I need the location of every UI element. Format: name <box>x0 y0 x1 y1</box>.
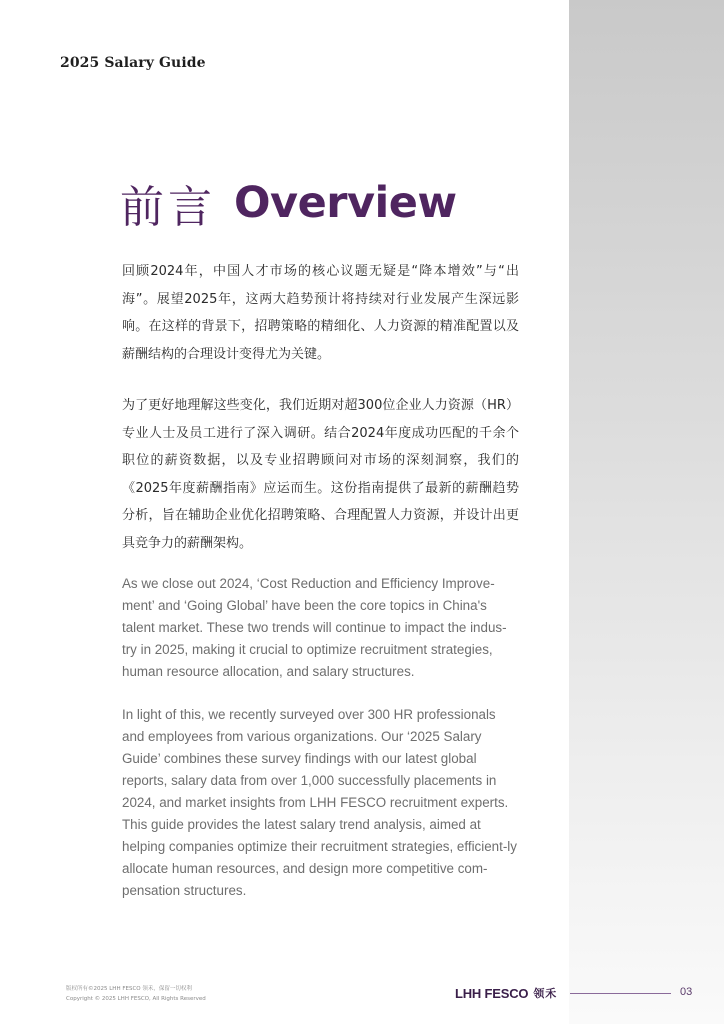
title-english: Overview <box>234 178 457 228</box>
footer-divider <box>570 993 671 994</box>
side-gradient-panel <box>569 0 724 1024</box>
title-chinese: 前言 <box>120 182 216 233</box>
paragraph-cn-2: 为了更好地理解这些变化，我们近期对超300位企业人力资源（HR）专业人士及员工进行了深入调研。结合2024年度成功匹配的千余个职位的薪资数据，以及专业招聘顾问对市场的深刻洞察，我们的《2025年度薪酬指南》应运而生。这份指南提供了最新的薪酬趋势分析，旨在辅助企业优化招聘策略、合理配置人力资源，并设计出更具竞争力的薪酬架构。 <box>122 398 519 551</box>
copyright-notice <box>66 984 266 1004</box>
brand-name-en: LHH FESCO <box>455 985 529 1001</box>
page-title <box>120 168 457 238</box>
brand-name-cn: 领禾 <box>533 987 558 1000</box>
brand-logo <box>455 985 557 1001</box>
paragraph-cn-1: 回顾2024年，中国人才市场的核心议题无疑是“降本增效”与“出海”。展望2025年，这两大趋势预计将持续对行业发展产生深远影响。在这样的背景下，招聘策略的精细化、人力资源的精准配置以及薪酬结构的合理设计变得尤为关键。 <box>122 264 519 362</box>
copyright-en: Copyright © 2025 LHH FESCO, All Rights Reserved <box>66 996 206 1002</box>
paragraph-en-2: In light of this, we recently surveyed over 300 HR professionals and employees from various organizations. Our ‘2025 Salary Guide’ combines these survey findings with our latest global reports, salary data from over 1,000 successfully placements in 2024, and market insights from LHH FESCO recruitment experts. This guide provides the latest salary trend analysis, aimed at helping companies optimize their recruitment strategies, efficient-ly allocate human resources, and design more competitive com-pensation structures. <box>122 707 517 898</box>
paragraph-en-1: As we close out 2024, ‘Cost Reduction and Efficiency Improve-ment’ and ‘Going Global’ have been the core topics in China's talent market. These two trends will continue to impact the indus-try in 2025, making it crucial to optimize recruitment strategies, human resource allocation, and salary structures. <box>122 576 507 679</box>
page-number: 03 <box>680 986 693 998</box>
guide-header-label: 2025 Salary Guide <box>60 55 206 71</box>
copyright-cn: 版权所有©2025 LHH FESCO 领禾，保留一切权利 <box>66 986 192 992</box>
